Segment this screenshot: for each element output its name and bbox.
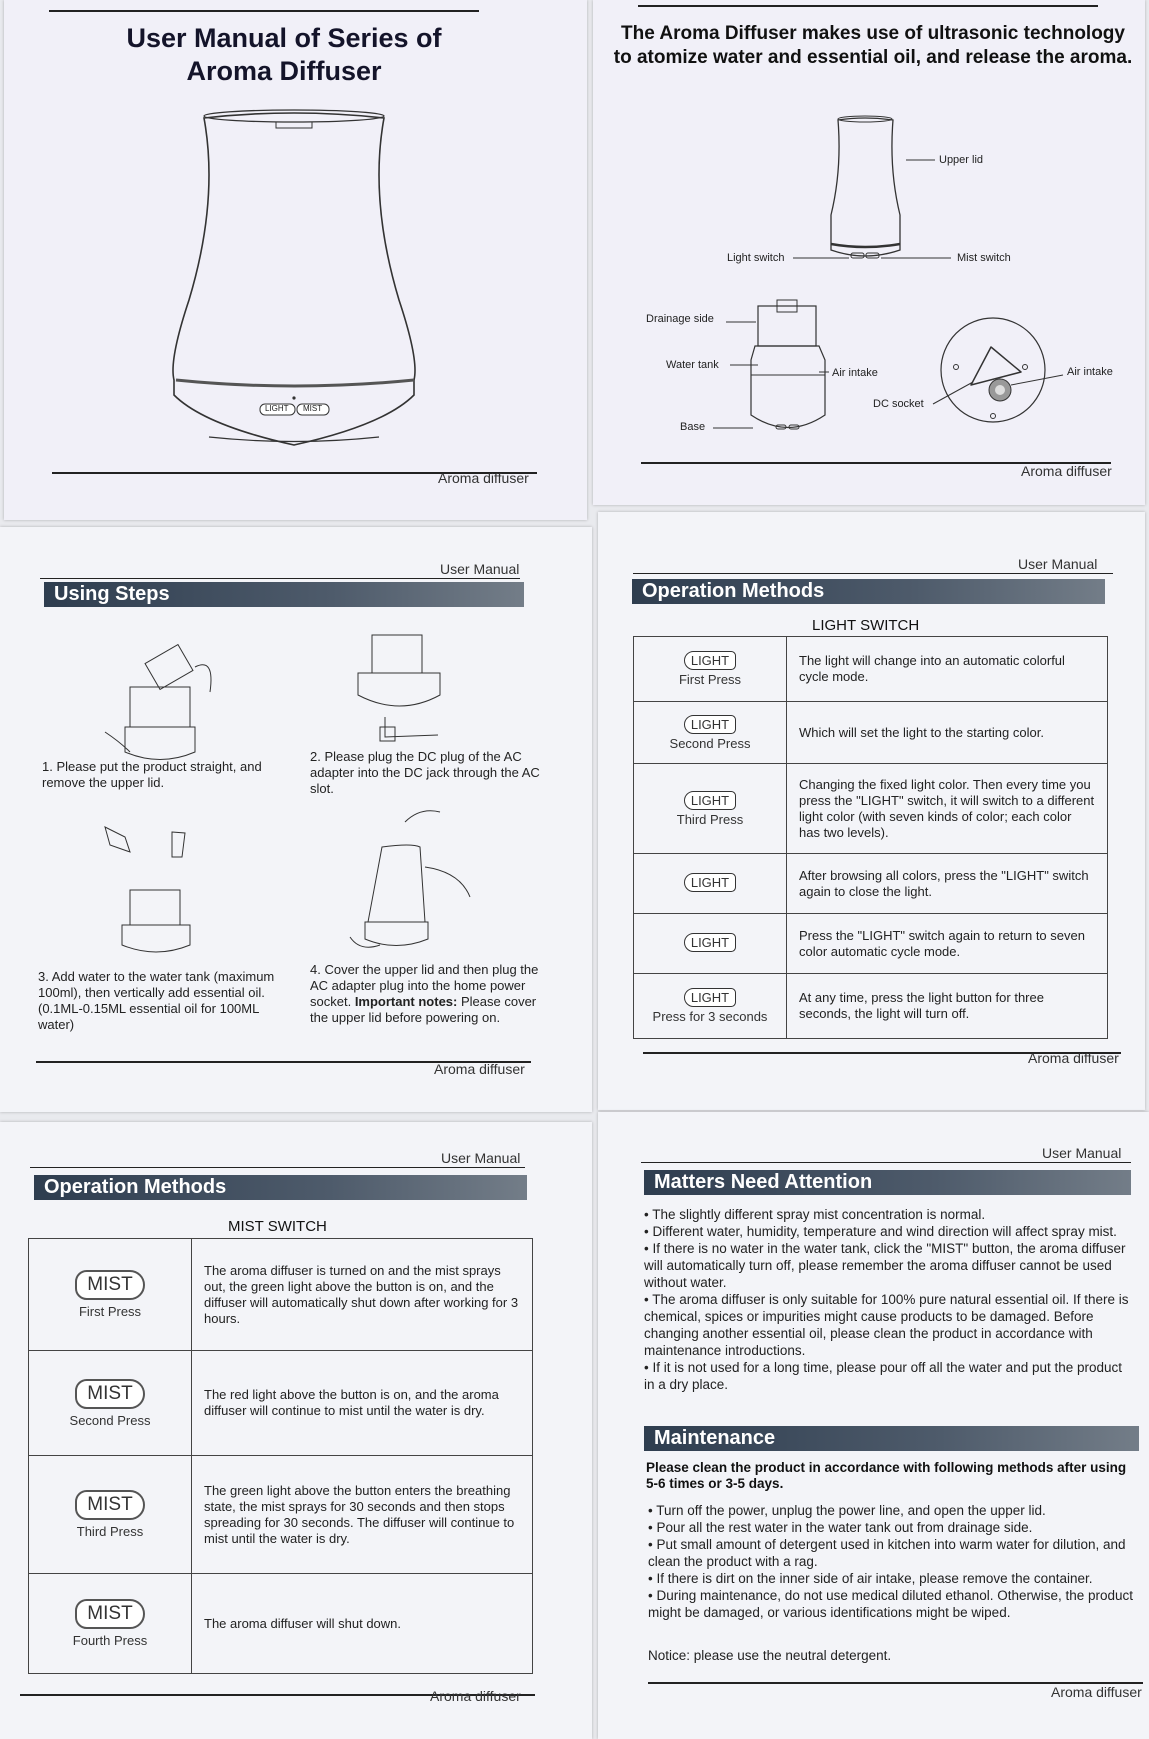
table-row	[29, 1456, 533, 1574]
list-item: • Different water, humidity, temperature and wind direction will affect spray mist.	[644, 1223, 1134, 1240]
light-button-icon: LIGHT	[684, 651, 736, 670]
label-dc-socket: DC socket	[873, 398, 924, 410]
table-row	[29, 1351, 533, 1456]
operation-methods-banner: Operation Methods	[632, 579, 1105, 604]
footer-label: Aroma diffuser	[1028, 1050, 1119, 1066]
maintenance-banner: Maintenance	[644, 1426, 1139, 1451]
label-light-switch: Light switch	[727, 252, 785, 264]
row-description: The light will change into an automatic colorful cycle mode.	[787, 637, 1108, 702]
footer-label: Aroma diffuser	[438, 470, 529, 486]
maintenance-intro: Please clean the product in accordance with following methods after using 5-6 times or 3-5 days.	[646, 1460, 1127, 1491]
mist-operation-page	[0, 1122, 592, 1739]
parts-diagram	[593, 0, 1145, 505]
light-button-icon: LIGHT	[684, 791, 736, 810]
using-steps-banner: Using Steps	[44, 582, 524, 607]
using-steps-page	[0, 527, 592, 1112]
mist-button-icon: MIST	[75, 1270, 144, 1300]
press-label: Second Press	[69, 1412, 151, 1428]
header-label: User Manual	[440, 561, 520, 577]
press-label: First Press	[78, 1304, 142, 1319]
cover-title-line1: User Manual of Series of	[126, 23, 442, 53]
label-water-tank: Water tank	[666, 359, 719, 371]
press-label: First Press	[678, 672, 742, 687]
label-air-intake: Air intake	[832, 367, 878, 379]
row-description: After browsing all colors, press the "LIGHT" switch again to close the light.	[787, 854, 1108, 914]
table-row	[634, 854, 1108, 914]
footer-label: Aroma diffuser	[430, 1688, 521, 1704]
cover-title-line2: Aroma Diffuser	[186, 56, 382, 86]
row-description: The red light above the button is on, and the aroma diffuser will continue to mist until the water is dry.	[192, 1351, 533, 1456]
row-description: The aroma diffuser will shut down.	[192, 1574, 533, 1674]
label-mist-switch: Mist switch	[957, 252, 1011, 264]
list-item: • During maintenance, do not use medical diluted ethanol. Otherwise, the product might be damaged, or various identifications might be wiped.	[648, 1587, 1143, 1621]
operation-methods-banner: Operation Methods	[34, 1175, 527, 1200]
header-rule	[30, 1167, 525, 1168]
table-row	[29, 1239, 533, 1351]
mist-button-icon: MIST	[75, 1490, 144, 1520]
light-button-icon: LIGHT	[684, 715, 736, 734]
list-item: • The slightly different spray mist concentration is normal.	[644, 1206, 1134, 1223]
step-2: 2. Please plug the DC plug of the AC adapter into the DC jack through the AC slot.	[310, 749, 540, 796]
table-row	[634, 764, 1108, 854]
row-description: The green light above the button enters the breathing state, the mist sprays for 30 seconds and then stops spreading for 30 seconds. The diffuser will continue to mist until the water is dry.	[192, 1456, 533, 1574]
footer-label: Aroma diffuser	[1051, 1684, 1142, 1700]
mist-switch-caption: MIST SWITCH	[228, 1218, 327, 1235]
overview-page	[593, 0, 1145, 505]
notice-text: Notice: please use the neutral detergent.	[648, 1648, 892, 1663]
table-row	[634, 914, 1108, 974]
list-item: • If there is no water in the water tank, click the "MIST" button, the aroma diffuser will automatically turn off, please remember the aroma diffuser cannot be used without water.	[644, 1240, 1134, 1291]
mist-switch-table	[28, 1238, 533, 1674]
header-label: User Manual	[1018, 556, 1098, 572]
press-label: Third Press	[676, 811, 744, 827]
maintenance-list	[648, 1502, 1143, 1621]
row-description: At any time, press the light button for three seconds, the light will turn off.	[787, 974, 1108, 1039]
list-item: • If it is not used for a long time, please pour off all the water and put the product in a dry place.	[644, 1359, 1134, 1393]
header-label: User Manual	[1042, 1145, 1122, 1161]
row-description: The aroma diffuser is turned on and the mist sprays out, the green light above the button is on, and the diffuser will automatically shut down after working for 3 hours.	[192, 1239, 533, 1351]
attention-banner: Matters Need Attention	[644, 1170, 1131, 1195]
table-row	[29, 1574, 533, 1674]
footer-label: Aroma diffuser	[434, 1061, 525, 1077]
list-item: • Put small amount of detergent used in kitchen into warm water for dilution, and clean the product with a rag.	[648, 1536, 1143, 1570]
mist-button-icon: MIST	[75, 1599, 144, 1629]
press-label: Fourth Press	[72, 1633, 148, 1648]
mist-button-icon: MIST	[75, 1379, 144, 1409]
overview-title: The Aroma Diffuser makes use of ultrasonic technology to atomize water and essential oil, and release the aroma.	[613, 23, 1133, 68]
press-label: Third Press	[76, 1524, 144, 1539]
step-4	[310, 962, 545, 1026]
light-switch-caption: LIGHT SWITCH	[812, 617, 920, 634]
footer-label: Aroma diffuser	[1021, 463, 1112, 479]
list-item: • Pour all the rest water in the water tank out from drainage side.	[648, 1519, 1143, 1536]
row-description: Press the "LIGHT" switch again to return to seven color automatic cycle mode.	[787, 914, 1108, 974]
cover-page	[4, 0, 587, 520]
row-description: Which will set the light to the starting color.	[787, 702, 1108, 764]
step-1: 1. Please put the product straight, and remove the upper lid.	[42, 759, 262, 790]
light-button-label: LIGHT	[265, 404, 289, 413]
diffuser-illustration	[4, 0, 587, 520]
label-base: Base	[680, 421, 706, 433]
label-upper-lid: Upper lid	[939, 154, 984, 166]
table-row	[634, 702, 1108, 764]
attention-list	[644, 1206, 1134, 1393]
step-3: 3. Add water to the water tank (maximum 100ml), then vertically add essential oil. (0.1ML-0.15ML essential oil for 100ML water)	[38, 969, 275, 1032]
light-switch-table	[633, 636, 1108, 1039]
press-label: Second Press	[669, 735, 751, 751]
step-4-text: 4. Cover the upper lid and then plug the AC adapter plug into the home power socket.	[310, 962, 539, 1009]
light-operation-page	[598, 512, 1145, 1110]
light-button-icon: LIGHT	[684, 933, 736, 952]
press-label: Press for 3 seconds	[652, 1009, 768, 1024]
light-button-icon: LIGHT	[684, 988, 736, 1007]
step-4-note: Please cover the upper lid before powering on.	[310, 994, 537, 1025]
label-air-intake-bottom: Air intake	[1067, 366, 1113, 378]
header-rule	[633, 573, 1113, 574]
table-row	[634, 637, 1108, 702]
list-item: • Turn off the power, unplug the power line, and open the upper lid.	[648, 1502, 1143, 1519]
step-4-note-label: Important notes:	[354, 994, 458, 1009]
list-item: • If there is dirt on the inner side of air intake, please remove the container.	[648, 1570, 1143, 1587]
mist-button-label: MIST	[303, 404, 323, 413]
light-button-icon: LIGHT	[684, 873, 736, 892]
header-label: User Manual	[441, 1150, 521, 1166]
label-drainage-side: Drainage side	[646, 313, 714, 325]
table-row	[634, 974, 1108, 1039]
list-item: • The aroma diffuser is only suitable for 100% pure natural essential oil. If there is chemical, spices or impurities might cause products to be damaged. Before changing another essential oil, please clean the product in accordance with maintenance introductions.	[644, 1291, 1134, 1359]
header-rule	[641, 1162, 1131, 1163]
attention-maintenance-page	[598, 1112, 1149, 1739]
row-description: Changing the fixed light color. Then every time you press the "LIGHT" switch, it will switch to a different light color (with seven kinds of color; each color has two levels).	[787, 764, 1108, 854]
